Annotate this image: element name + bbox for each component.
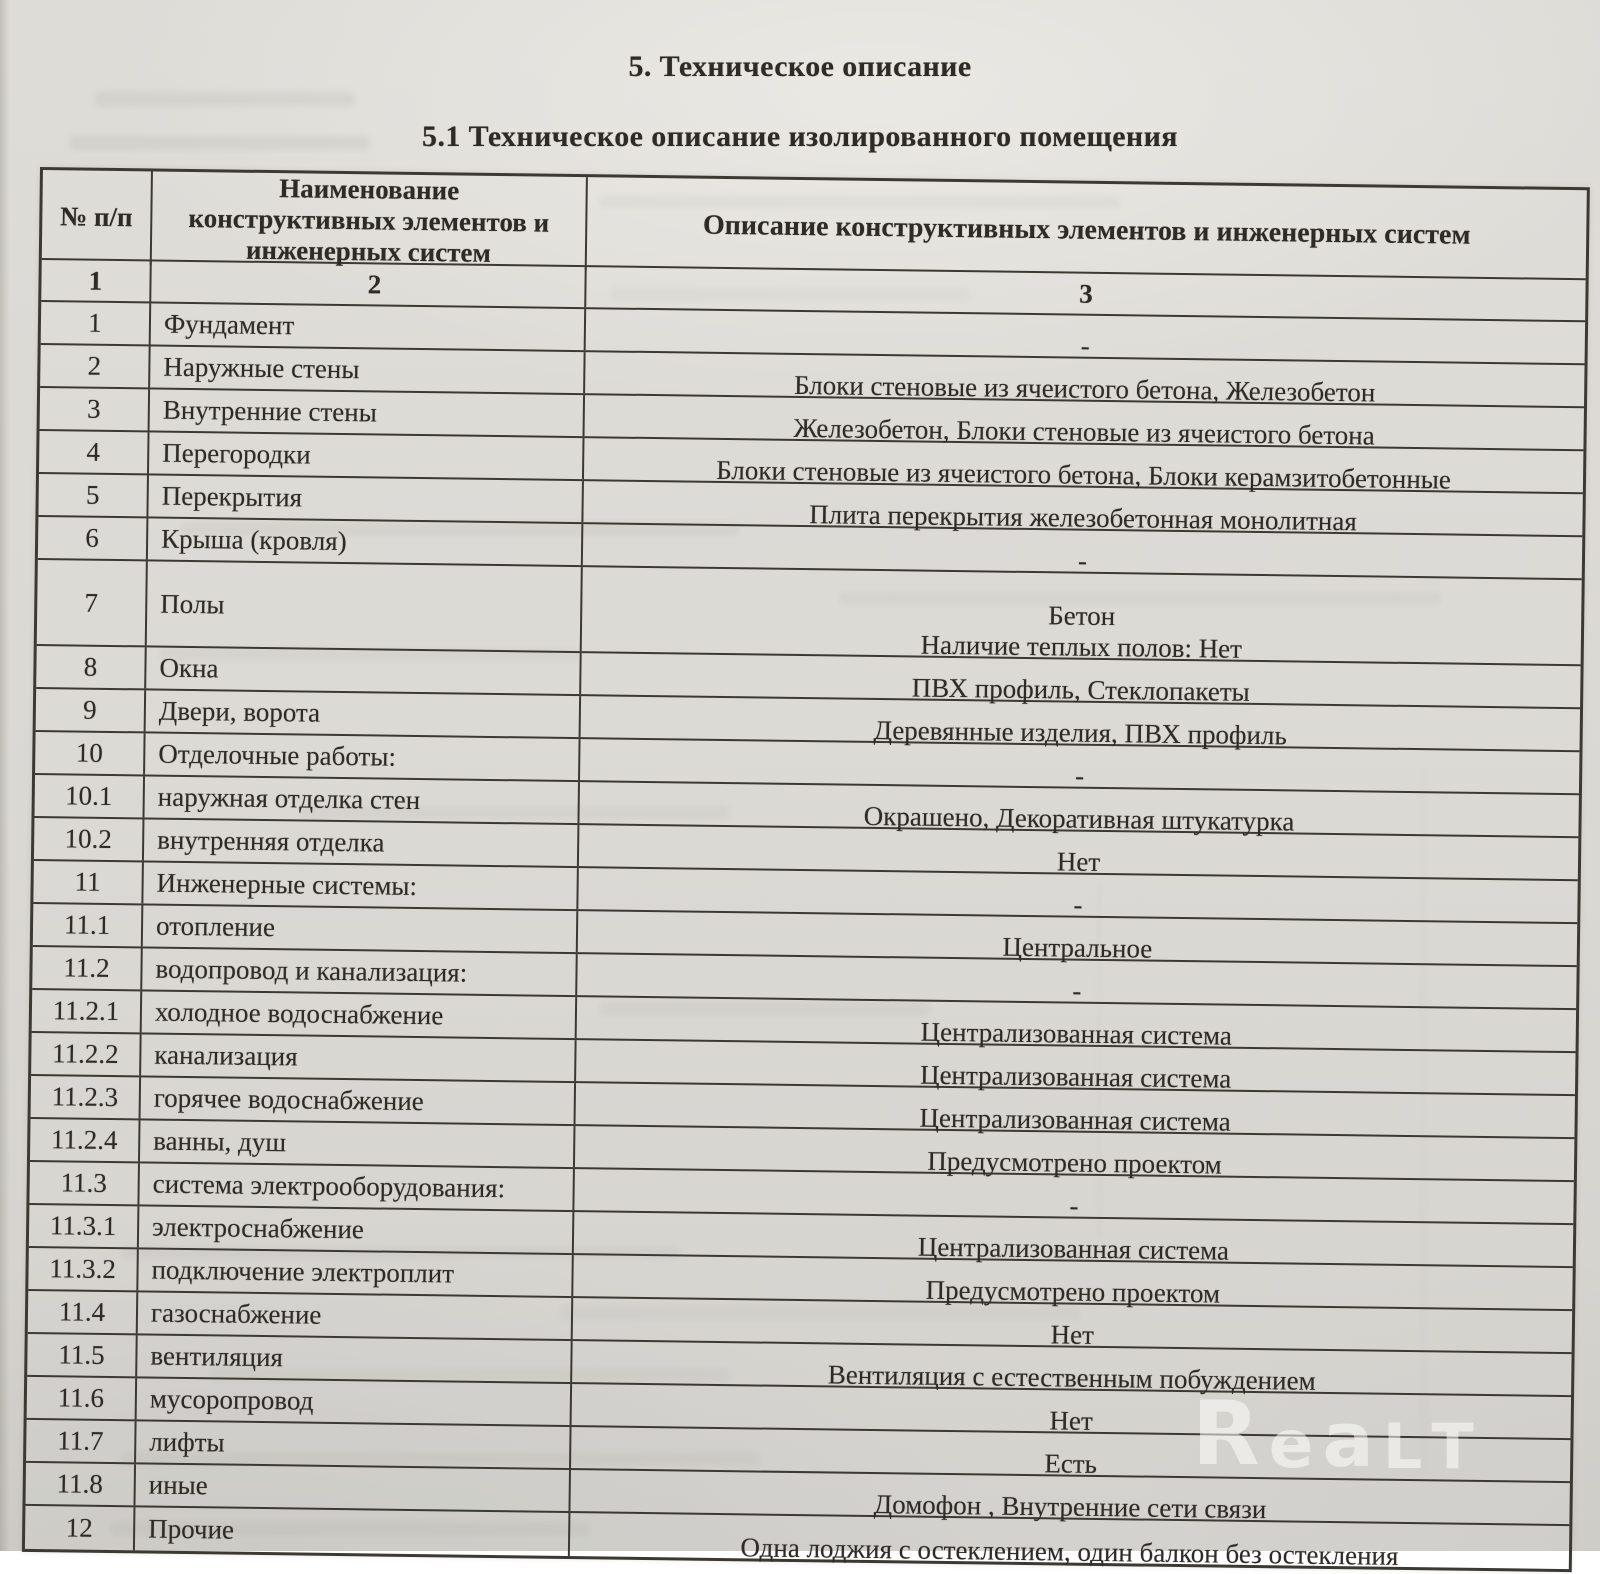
row-element-name: Перекрытия (148, 475, 583, 522)
col-header-description: Описание конструктивных элементов и инженерных систем (702, 209, 1471, 251)
row-number: 11.2 (32, 947, 143, 989)
row-description: Одна лоджия с остеклением, один балкон без остекления (740, 1532, 1399, 1571)
row-element-name: внутренняя отделка (144, 819, 579, 866)
row-element-name: газоснабжение (138, 1292, 573, 1339)
row-element-name: Отделочные работы: (145, 733, 580, 780)
row-element-name: холодное водоснабжение (142, 991, 577, 1038)
row-description: Нет (1049, 1405, 1094, 1436)
row-description: - (1069, 1190, 1079, 1221)
row-description: Бетон Наличие теплых полов: Нет (920, 600, 1243, 664)
row-element-name: ванны, душ (140, 1120, 575, 1167)
row-description: - (1080, 330, 1090, 361)
row-number: 11.8 (25, 1463, 136, 1505)
row-number: 9 (36, 689, 147, 731)
row-number: 5 (38, 474, 149, 516)
row-element-name: система электрооборудования: (139, 1163, 574, 1210)
row-number: 2 (40, 345, 151, 387)
row-element-name: Прочие (135, 1507, 571, 1556)
row-element-name: Крыша (кровля) (148, 518, 583, 565)
row-description: Деревянные изделия, ПВХ профиль (873, 714, 1287, 751)
row-element-name: Внутренние стены (150, 389, 585, 436)
row-element-name: электроснабжение (139, 1206, 574, 1253)
row-number: 11.4 (28, 1291, 139, 1333)
row-description: Централизованная система (919, 1059, 1232, 1094)
row-element-name: водопровод и канализация: (142, 948, 577, 995)
row-element-name: лифты (136, 1421, 571, 1468)
row-number: 4 (39, 431, 150, 473)
row-number: 11.3.2 (28, 1248, 139, 1290)
row-element-name: Перегородки (149, 432, 584, 479)
row-element-name: Двери, ворота (146, 690, 581, 737)
row-number: 11.2.3 (31, 1076, 142, 1118)
row-number: 11.3.1 (29, 1205, 140, 1247)
row-description: Вентиляция с естественным побуждением (827, 1359, 1316, 1396)
row-element-name: Полы (147, 561, 583, 651)
row-element-name: вентиляция (137, 1335, 572, 1382)
row-element-name: Окна (146, 647, 581, 694)
row-description: Централизованная система (919, 1102, 1231, 1137)
row-description: - (1073, 889, 1083, 920)
row-description: - (1077, 545, 1088, 576)
row-description: Предусмотрено проектом (927, 1145, 1222, 1180)
row-element-name: подключение электроплит (138, 1249, 573, 1296)
row-number: 1 (41, 302, 152, 344)
row-number: 7 (37, 560, 148, 645)
row-description: Нет (1056, 846, 1101, 877)
row-description: Блоки стеновые из ячеистого бетона, Железобетон (793, 369, 1376, 408)
subsection-title: 5.1 Техническое описание изолированного помещения (422, 120, 1178, 153)
row-number: 12 (25, 1506, 136, 1550)
row-element-name: Фундамент (151, 303, 586, 350)
row-number: 10.1 (35, 775, 146, 817)
row-element-name: канализация (141, 1034, 576, 1081)
row-element-name: Наружные стены (150, 346, 585, 393)
row-number: 11.1 (33, 904, 144, 946)
row-number: 11.2.1 (32, 990, 143, 1032)
row-number: 3 (40, 388, 151, 430)
col-header-number: № п/п (42, 170, 153, 264)
row-number: 11.5 (27, 1334, 138, 1376)
row-element-name: отопление (143, 905, 578, 952)
row-number: 11.2.4 (30, 1119, 141, 1161)
section-title: 5. Техническое описание (628, 50, 972, 83)
row-number: 8 (36, 646, 147, 688)
row-description: - (1072, 975, 1082, 1006)
row-number: 10.2 (34, 818, 145, 860)
row-description: Блоки стеновые из ячеистого бетона, Блоки керамзитобетонные (716, 454, 1452, 495)
row-number: 11 (33, 861, 144, 903)
row-description: Железобетон, Блоки стеновые из ячеистого бетона (793, 412, 1375, 451)
row-description: Нет (1050, 1319, 1095, 1350)
column-number-2: 2 (151, 261, 586, 307)
row-element-name: мусоропровод (137, 1378, 572, 1425)
row-number: 11.2.2 (31, 1033, 142, 1075)
row-number: 6 (38, 517, 149, 559)
row-number: 10 (35, 732, 146, 774)
realt-watermark: R e a L T (1192, 1382, 1483, 1485)
row-element-name: иные (135, 1464, 570, 1511)
row-description: Есть (1044, 1448, 1098, 1479)
technical-description-table (22, 167, 1590, 1572)
row-description: Централизованная система (917, 1231, 1230, 1266)
row-description: Централизованная система (920, 1016, 1233, 1051)
row-description: - (1074, 760, 1085, 791)
row-element-name: горячее водоснабжение (141, 1077, 576, 1124)
bleed-through-artifact (95, 92, 355, 106)
row-description: Центральное (1002, 931, 1153, 964)
row-number: 11.3 (29, 1162, 140, 1204)
row-number: 11.7 (26, 1420, 137, 1462)
row-description: Домофон , Внутренние сети связи (873, 1489, 1267, 1525)
col-header-element-name: Наименование конструктивных элементов и инженерных систем (152, 171, 588, 270)
row-description: Плита перекрытия железобетонная монолитная (809, 499, 1357, 537)
column-number-1: 1 (41, 260, 152, 301)
row-element-name: наружная отделка стен (144, 776, 579, 823)
row-description: Предусмотрено проектом (925, 1274, 1221, 1309)
row-description: ПВХ профиль, Стеклопакеты (911, 672, 1250, 707)
row-element-name: Инженерные системы: (143, 862, 578, 909)
column-number-3: 3 (1078, 278, 1093, 309)
row-number: 11.6 (27, 1377, 138, 1419)
row-description: Окрашено, Декоративная штукатурка (863, 800, 1295, 837)
